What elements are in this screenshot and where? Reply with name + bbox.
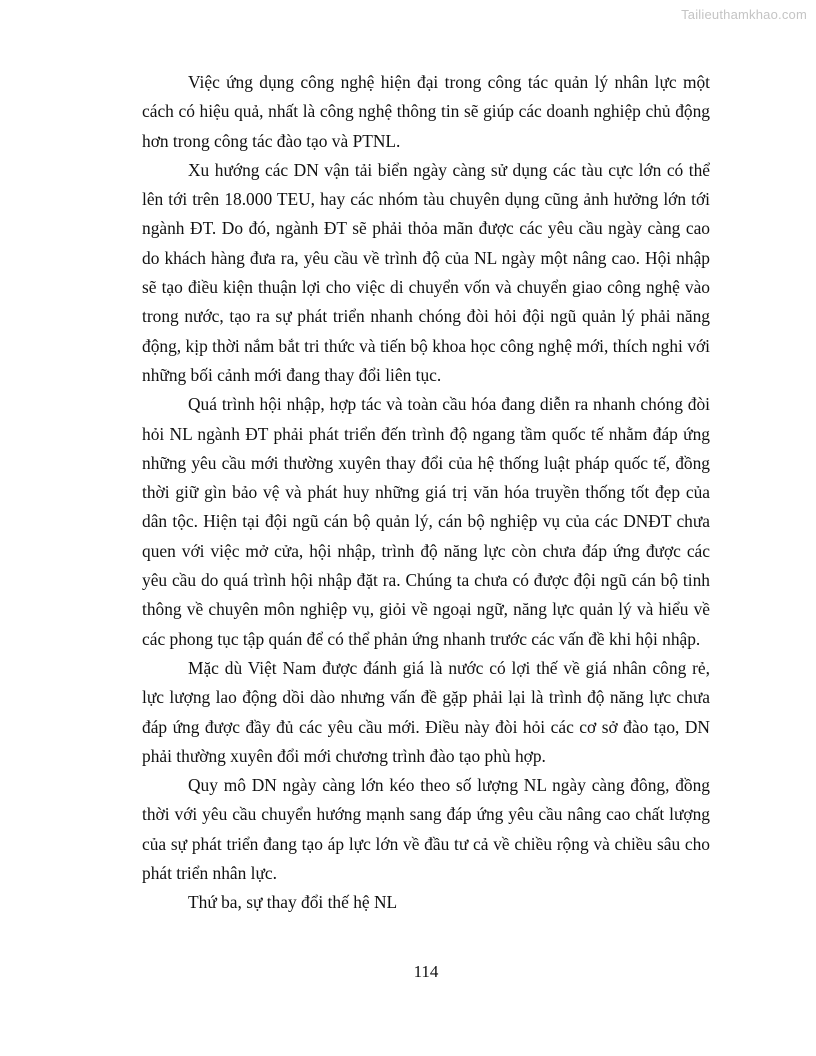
paragraph-6: Thứ ba, sự thay đổi thế hệ NL [188,892,398,913]
paragraph-5: Quy mô DN ngày càng lớn kéo theo số lượng NL ngày càng đông, đồng thời với yêu cầu chuyển hướng mạnh sang đáp ứng yêu cầu nâng cao chất lượng của sự phát triển đang tạo áp lực lớn về đầu tư cả về chiều rộng và chiều sâu cho phát triển nhân lực. [142,775,710,884]
paragraph-1: Việc ứng dụng công nghệ hiện đại trong công tác quản lý nhân lực một cách có hiệu quả, nhất là công nghệ thông tin sẽ giúp các doanh nghiệp chủ động hơn trong công tác đào tạo và PTNL. [142,72,710,151]
paragraph-2: Xu hướng các DN vận tải biển ngày càng sử dụng các tàu cực lớn có thể lên tới trên 18.000 TEU, hay các nhóm tàu chuyên dụng cũng ảnh hưởng lớn tới ngành ĐT. Do đó, ngành ĐT sẽ phải thỏa mãn được các yêu cầu ngày càng cao do khách hàng đưa ra, yêu cầu về trình độ của NL ngày một nâng cao. Hội nhập sẽ tạo điều kiện thuận lợi cho việc di chuyển vốn và chuyển giao công nghệ vào trong nước, tạo ra sự phát triển nhanh chóng đòi hỏi đội ngũ quản lý phải năng động, kịp thời nắm bắt tri thức và tiến bộ khoa học công nghệ mới, thích nghi với những bối cảnh mới đang thay đổi liên tục. [142,159,710,385]
paragraph-4: Mặc dù Việt Nam được đánh giá là nước có lợi thế về giá nhân công rẻ, lực lượng lao động dồi dào nhưng vấn đề gặp phải lại là trình độ năng lực chưa đáp ứng được đầy đủ các yêu cầu mới. Điều này đòi hỏi các cơ sở đào tạo, DN phải thường xuyên đổi mới chương trình đào tạo phù hợp. [142,657,710,766]
paragraph-3: Quá trình hội nhập, hợp tác và toàn cầu hóa đang diễn ra nhanh chóng đòi hỏi NL ngành ĐT phải phát triển đến trình độ ngang tầm quốc tế nhằm đáp ứng những yêu cầu mới thường xuyên thay đổi của hệ thống luật pháp quốc tế, đồng thời giữ gìn bảo vệ và phát huy những giá trị văn hóa truyền thống tốt đẹp của dân tộc. Hiện tại đội ngũ cán bộ quản lý, cán bộ nghiệp vụ của các DNĐT chưa quen với việc mở cửa, hội nhập, trình độ năng lực còn chưa đáp ứng được các yêu cầu do quá trình hội nhập đặt ra. Chúng ta chưa có được đội ngũ cán bộ tinh thông về chuyên môn nghiệp vụ, giỏi về ngoại ngữ, năng lực quản lý và hiểu về các phong tục tập quán để có thể phản ứng nhanh trước các vấn đề khi hội nhập. [142,394,710,649]
document-body [142,68,710,918]
watermark: Tailieuthamkhao.com [681,7,807,22]
page-number: 114 [413,962,439,981]
